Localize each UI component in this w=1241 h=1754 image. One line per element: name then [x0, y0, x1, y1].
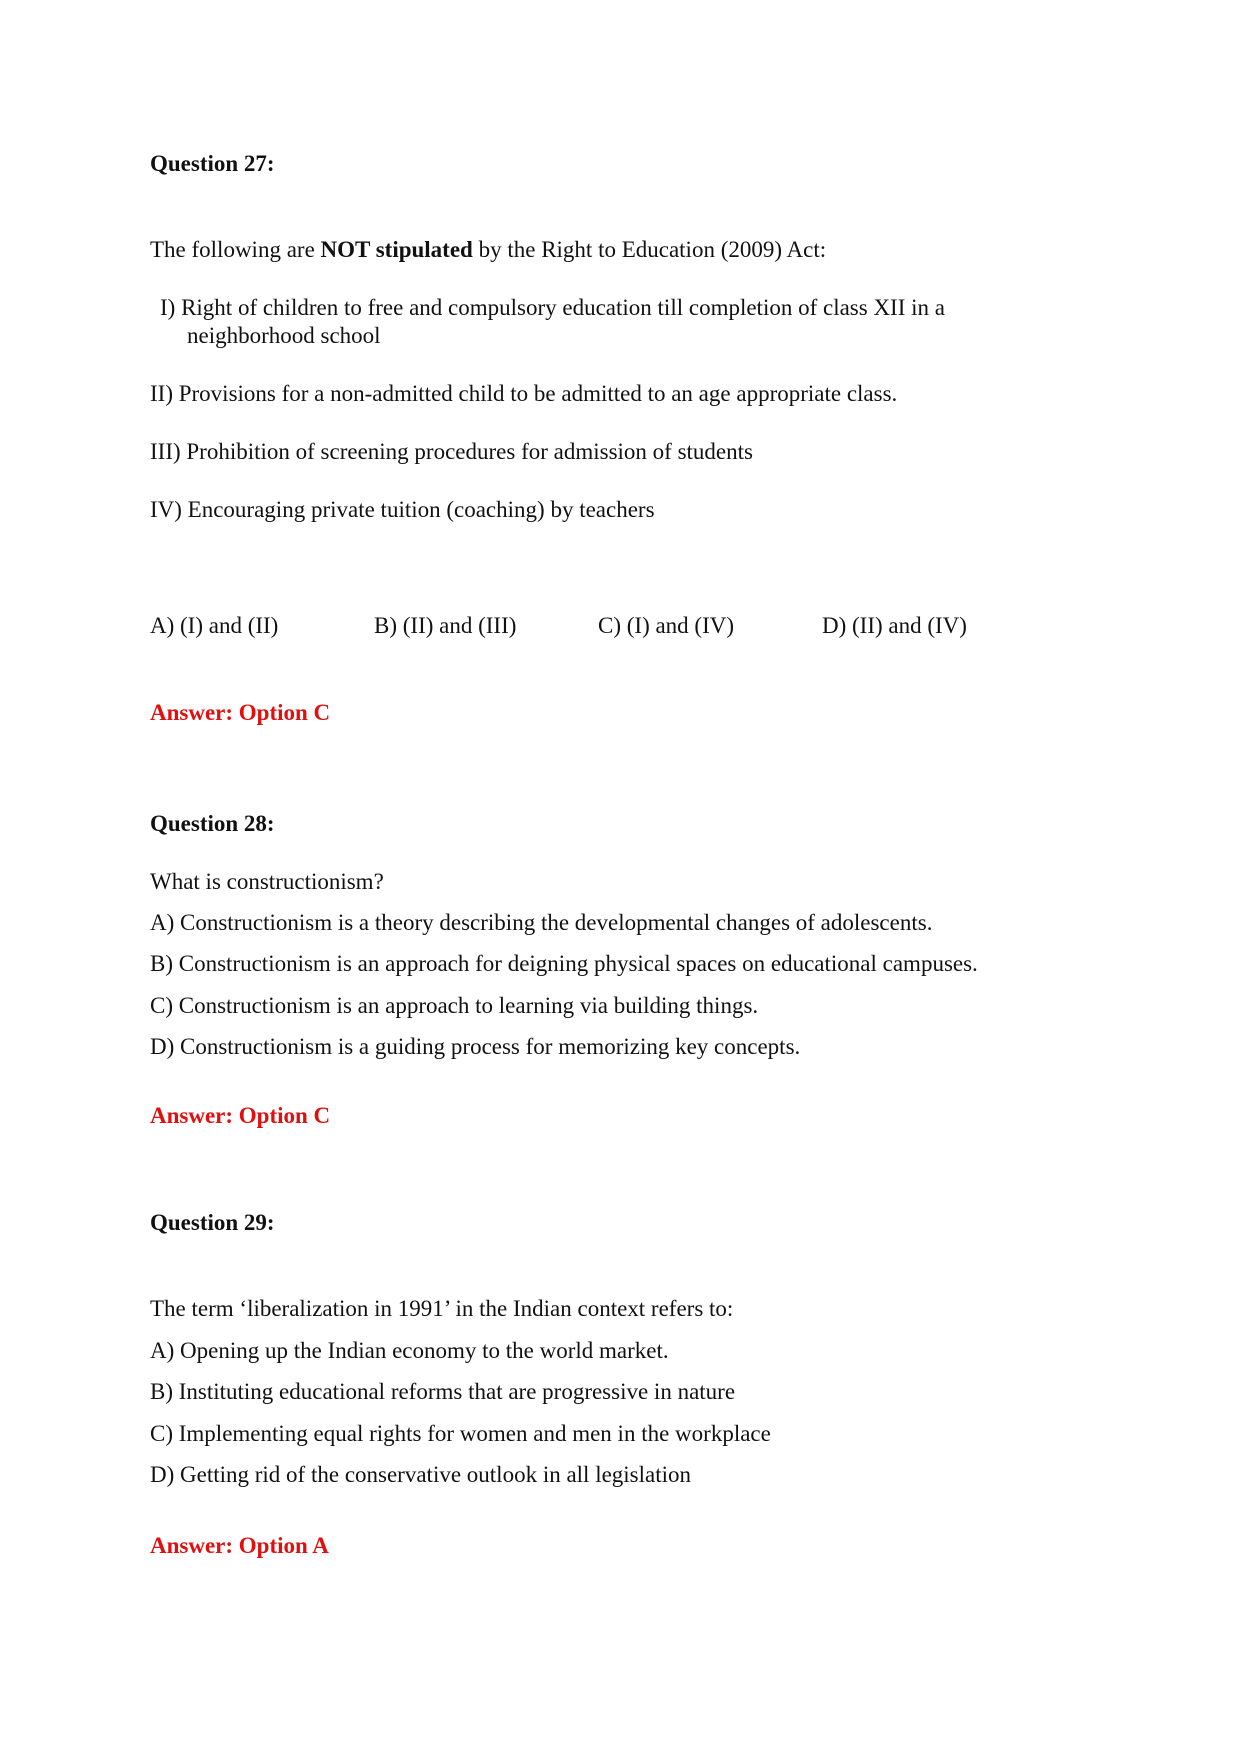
question-28-option-c: C) Constructionism is an approach to learning via building things. — [150, 993, 759, 1018]
question-29-heading: Question 29: — [150, 1210, 275, 1235]
question-29-stem: The term ‘liberalization in 1991’ in the Indian context refers to: — [150, 1296, 734, 1321]
question-27-item-3: III) Prohibition of screening procedures for admission of students — [150, 439, 753, 464]
question-28-stem: What is constructionism? — [150, 869, 384, 894]
question-27-stem-emphasis: NOT stipulated — [320, 237, 473, 262]
question-28-heading: Question 28: — [150, 811, 275, 836]
question-27-answer: Answer: Option C — [150, 700, 331, 725]
question-27-item-2: II) Provisions for a non-admitted child to be admitted to an age appropriate class. — [150, 381, 898, 406]
question-28-option-a: A) Constructionism is a theory describing the developmental changes of adolescents. — [150, 910, 933, 935]
question-29-option-d: D) Getting rid of the conservative outlook in all legislation — [150, 1462, 692, 1487]
question-27-stem — [150, 236, 826, 264]
question-27-option-d: D) (II) and (IV) — [822, 613, 967, 638]
question-29-option-b: B) Instituting educational reforms that are progressive in nature — [150, 1379, 736, 1404]
question-27-item-1-line-2: neighborhood school — [187, 323, 381, 348]
question-27-stem-before: The following are — [150, 237, 321, 262]
question-27-item-4: IV) Encouraging private tuition (coaching) by teachers — [150, 497, 655, 522]
question-29-option-a: A) Opening up the Indian economy to the world market. — [150, 1338, 669, 1363]
question-29-option-c: C) Implementing equal rights for women and men in the workplace — [150, 1421, 771, 1446]
question-27-option-a: A) (I) and (II) — [150, 613, 279, 638]
question-29-answer: Answer: Option A — [150, 1533, 329, 1558]
question-27-item-1-line-1: I) Right of children to free and compulsory education till completion of class XII in a — [160, 295, 945, 320]
question-27-option-b: B) (II) and (III) — [374, 613, 517, 638]
question-28-option-d: D) Constructionism is a guiding process for memorizing key concepts. — [150, 1034, 801, 1059]
question-27-option-c: C) (I) and (IV) — [598, 613, 735, 638]
question-28-answer: Answer: Option C — [150, 1103, 331, 1128]
question-27-heading: Question 27: — [150, 151, 275, 176]
question-27-stem-after: by the Right to Education (2009) Act: — [472, 237, 827, 262]
question-28-option-b: B) Constructionism is an approach for deigning physical spaces on educational campuses. — [150, 951, 978, 976]
